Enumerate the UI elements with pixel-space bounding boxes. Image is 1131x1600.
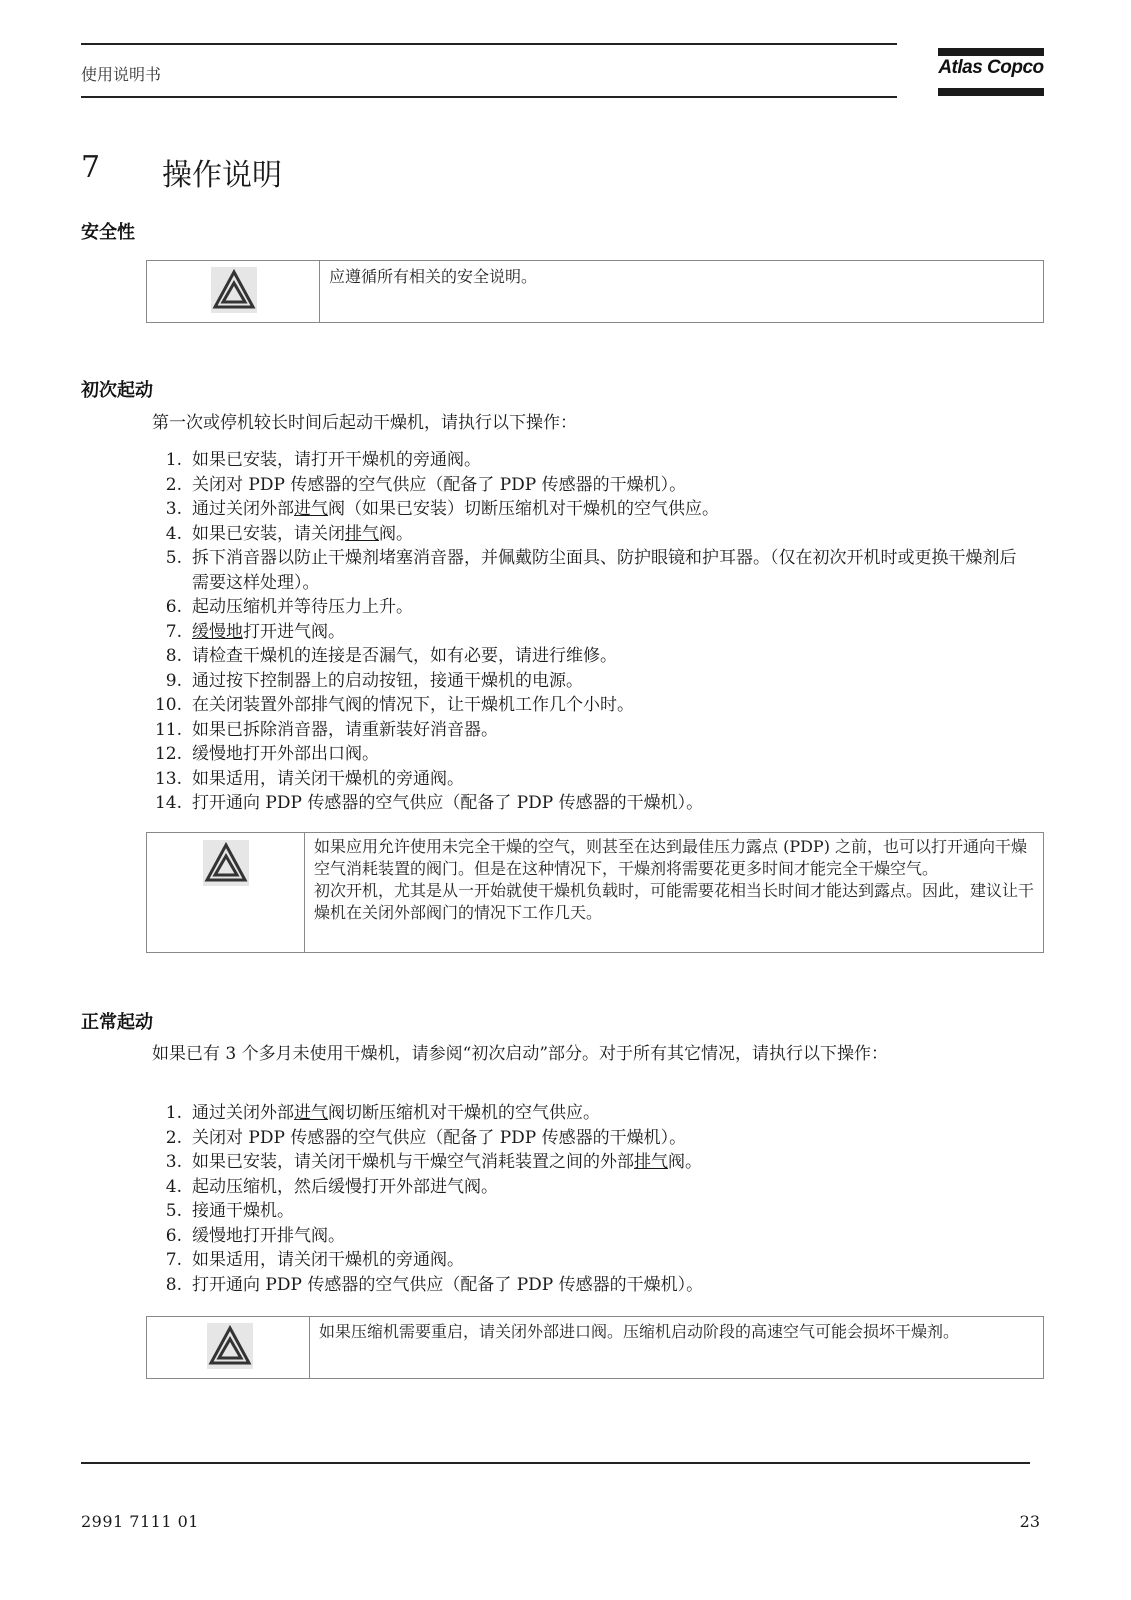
underlined-term: 排气 [634,1152,668,1172]
atlas-copco-logo [938,48,1044,98]
initial-note-line-1: 如果应用允许使用未完全干燥的空气，则甚至在达到最佳压力露点 (PDP) 之前，也可以打开通向干燥空气消耗装置的阀门。但是在这种情况下，干燥剂将需要花更多时间才能完全干燥空气。 [314,837,1028,878]
step-text: 如果已拆除消音器，请重新装好消音器。 [192,719,498,740]
normal-start-note-box [146,1316,1044,1379]
step-text: 缓慢地打开排气阀。 [192,1225,345,1246]
step-number: 7. [165,621,182,642]
document-code: 2991 7111 01 [81,1512,199,1531]
normal-step [152,1199,1022,1224]
step-text: 如果已安装，请关闭 [192,523,345,544]
chapter-title: 操作说明 [162,158,282,193]
step-text: 关闭对 PDP 传感器的空气供应（配备了 PDP 传感器的干燥机）。 [192,1127,687,1148]
safety-note-text: 应遵循所有相关的安全说明。 [329,267,538,286]
initial-step [152,742,1022,767]
step-number: 8. [165,1274,182,1295]
normal-start-heading: 正常起动 [81,1012,153,1033]
step-text: 关闭对 PDP 传感器的空气供应（配备了 PDP 传感器的干燥机）。 [192,474,687,495]
header-bottom-rule [81,96,897,98]
step-number: 14. [154,793,182,813]
normal-start-steps [152,1101,1022,1297]
step-text: 阀。 [668,1152,702,1172]
step-text: 接通干燥机。 [192,1201,294,1221]
step-number: 6. [165,597,182,617]
step-number: 5. [165,1201,182,1221]
step-number: 3. [165,499,182,519]
warning-triangle-icon [203,840,249,886]
normal-step [152,1126,1022,1151]
initial-step [152,718,1022,743]
step-text: 阀（如果已安装）切断压缩机对干燥机的空气供应。 [328,499,719,519]
step-text: 通过关闭外部 [192,499,294,519]
initial-step [152,693,1022,718]
step-number: 7. [165,1250,182,1270]
step-text: 打开通向 PDP 传感器的空气供应（配备了 PDP 传感器的干燥机）。 [192,1274,704,1295]
initial-note-line-2: 初次开机，尤其是从一开始就使干燥机负载时，可能需要花相当长时间才能达到露点。因此，建议让干燥机在关闭外部阀门的情况下工作几天。 [314,881,1035,922]
step-number: 6. [165,1225,182,1246]
initial-start-heading: 初次起动 [81,380,153,401]
normal-step [152,1273,1022,1298]
step-text: 打开进气阀。 [243,621,345,642]
underlined-term: 进气 [294,499,328,519]
normal-step [152,1101,1022,1126]
step-text: 打开通向 PDP 传感器的空气供应（配备了 PDP 传感器的干燥机）。 [192,793,704,813]
step-text: 起动压缩机并等待压力上升。 [192,597,413,617]
safety-note-box [146,260,1044,323]
step-text: 拆下消音器以防止干燥剂堵塞消音器，并佩戴防尘面具、防护眼镜和护耳器。（仅在初次开机时或更换干燥剂后需要这样处理）。 [192,548,1017,593]
initial-start-note-box [146,832,1044,953]
initial-step [152,497,1022,522]
step-text: 如果适用，请关闭干燥机的旁通阀。 [192,1250,464,1270]
header-top-rule [81,43,897,45]
warning-triangle-icon [207,1323,253,1369]
initial-step [152,448,1022,473]
safety-heading: 安全性 [81,222,135,243]
chapter-number: 7 [81,150,101,185]
step-text: 如果已安装，请打开干燥机的旁通阀。 [192,450,481,470]
footer-rule [81,1462,1030,1464]
page-number: 23 [1019,1512,1040,1531]
step-text: 如果已安装，请关闭干燥机与干燥空气消耗装置之间的外部 [192,1152,634,1172]
initial-step [152,644,1022,669]
step-text: 请检查干燥机的连接是否漏气，如有必要，请进行维修。 [192,646,617,666]
underlined-term: 进气 [294,1103,328,1123]
initial-step [152,473,1022,498]
document-label: 使用说明书 [81,65,162,84]
step-number: 4. [165,523,182,544]
step-number: 13. [154,768,182,789]
step-number: 9. [165,670,182,691]
step-number: 1. [165,1103,182,1123]
step-number: 12. [154,744,182,764]
normal-step [152,1175,1022,1200]
step-number: 10. [154,695,182,715]
initial-step [152,791,1022,816]
step-text: 缓慢地打开外部出口阀。 [192,744,379,764]
step-number: 2. [165,474,182,495]
warning-triangle-icon [211,267,257,313]
step-number: 11. [154,719,182,740]
normal-step [152,1248,1022,1273]
logo-text: Atlas Copco [938,57,1044,78]
initial-step [152,620,1022,645]
step-text: 在关闭装置外部排气阀的情况下，让干燥机工作几个小时。 [192,695,634,715]
initial-start-intro: 第一次或停机较长时间后起动干燥机，请执行以下操作： [152,413,577,433]
step-number: 8. [165,646,182,666]
step-number: 3. [165,1152,182,1172]
step-text: 起动压缩机，然后缓慢打开外部进气阀。 [192,1176,498,1197]
initial-step [152,595,1022,620]
normal-step [152,1224,1022,1249]
step-text: 通过按下控制器上的启动按钮，接通干燥机的电源。 [192,670,583,691]
underlined-term: 缓慢地 [192,621,243,642]
initial-start-steps [152,448,1022,816]
step-text: 阀切断压缩机对干燥机的空气供应。 [328,1103,600,1123]
step-text: 如果适用，请关闭干燥机的旁通阀。 [192,768,464,789]
underlined-term: 排气 [345,523,379,544]
normal-note-text: 如果压缩机需要重启，请关闭外部进口阀。压缩机启动阶段的高速空气可能会损坏干燥剂。 [319,1322,960,1341]
step-text: 阀。 [379,523,413,544]
initial-step [152,522,1022,547]
step-number: 5. [165,548,182,568]
step-number: 1. [165,450,182,470]
initial-step [152,767,1022,792]
initial-step [152,669,1022,694]
step-number: 4. [165,1176,182,1197]
step-number: 2. [165,1127,182,1148]
initial-step [152,546,1022,595]
normal-step [152,1150,1022,1175]
normal-start-intro: 如果已有 3 个多月未使用干燥机，请参阅“初次启动”部分。对于所有其它情况，请执行以下操作： [152,1044,889,1064]
step-text: 通过关闭外部 [192,1103,294,1123]
